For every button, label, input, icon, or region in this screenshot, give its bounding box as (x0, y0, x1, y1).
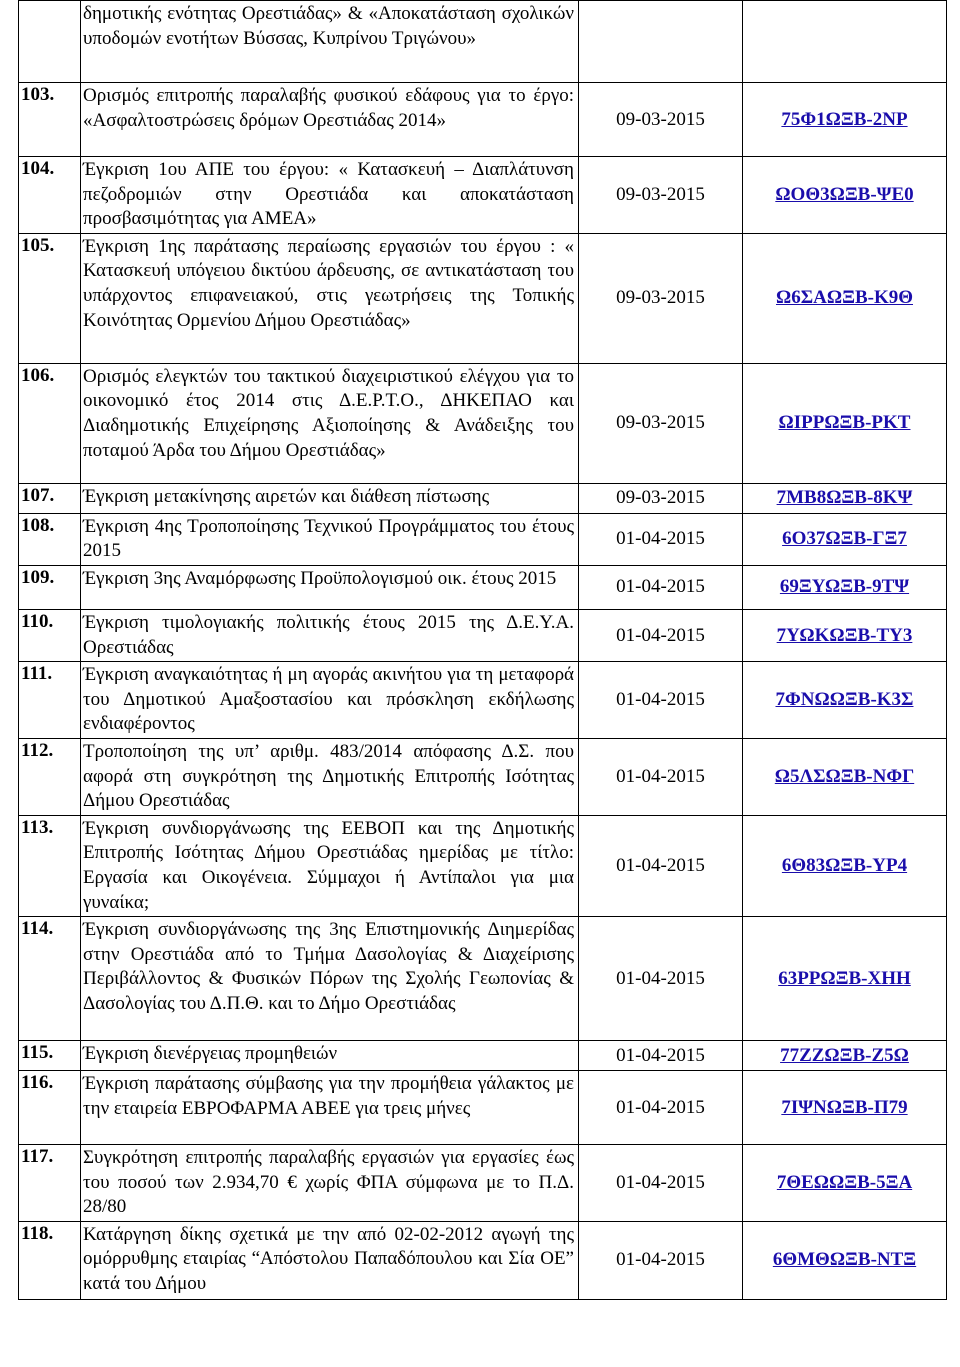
ada-code-link[interactable]: 6Θ83ΩΞΒ-ΥΡ4 (781, 854, 908, 876)
item-number: 117. (19, 1145, 81, 1222)
item-number: 116. (19, 1071, 81, 1145)
ada-code-link[interactable]: Ω6ΣΑΩΞΒ-Κ9Θ (776, 287, 913, 309)
item-ada-code (743, 483, 947, 513)
table-row (19, 565, 947, 609)
ada-code-link[interactable]: Ω5ΛΣΩΞΒ-ΝΦΓ (774, 765, 915, 787)
item-ada-code (743, 565, 947, 609)
item-number: 114. (19, 917, 81, 1041)
table-row (19, 157, 947, 234)
ada-code-link[interactable]: ΩΙΡΡΩΞΒ-ΡΚΤ (778, 412, 911, 434)
item-description: Κατάργηση δίκης σχετικά με την από 02-02-2012 αγωγή της ομόρρυθμης εταιρίας “Απόστολου Παπαδόπουλου και Σία ΟΕ” κατά του Δήμου (81, 1221, 579, 1299)
ada-code-link[interactable]: 7ΜΒ8ΩΞΒ-8ΚΨ (776, 487, 913, 509)
item-date: 01-04-2015 (579, 815, 743, 916)
item-date: 01-04-2015 (579, 565, 743, 609)
table-row (19, 1041, 947, 1071)
ada-code-link[interactable]: 6ΘΜΘΩΞΒ-ΝΤΞ (772, 1249, 917, 1271)
table-row (19, 1071, 947, 1145)
item-date: 01-04-2015 (579, 1041, 743, 1071)
item-description: Συγκρότηση επιτροπής παραλαβής εργασιών για εργασίες έως του ποσού των 2.934,70 € χωρίς ΦΠΑ σύμφωνα με το Π.Δ. 28/80 (81, 1145, 579, 1222)
item-description: Τροποποίηση της υπ’ αριθμ. 483/2014 απόφασης Δ.Σ. που αφορά στη συγκρότηση της Δημοτικής Επιτροπής Ισότητας Δήμου Ορεστιάδας (81, 738, 579, 815)
table-row (19, 1145, 947, 1222)
item-number (19, 1, 81, 83)
item-description: Ορισμός ελεγκτών του τακτικού διαχειριστικού ελέγχου για το οικονομικό έτος 2014 στις Δ.Ε.Ρ.Τ.Ο., ΔΗΚΕΠΑΟ και Διαδημοτικής Επιχείρησης Αξιοποίησης & Ανάδειξης του ποταμού Άρδα του Δήμου Ορεστιάδας» (81, 363, 579, 483)
item-number: 108. (19, 513, 81, 565)
table-row (19, 513, 947, 565)
item-ada-code (743, 662, 947, 739)
item-ada-code (743, 609, 947, 661)
ada-code-link[interactable]: 7ΥΩΚΩΞΒ-ΤΥ3 (776, 624, 913, 646)
item-date: 01-04-2015 (579, 1071, 743, 1145)
item-ada-code (743, 83, 947, 157)
item-number: 103. (19, 83, 81, 157)
item-number: 118. (19, 1221, 81, 1299)
item-ada-code (743, 363, 947, 483)
table-row (19, 738, 947, 815)
table-row (19, 233, 947, 363)
item-number: 104. (19, 157, 81, 234)
item-date: 01-04-2015 (579, 738, 743, 815)
item-date: 09-03-2015 (579, 83, 743, 157)
item-ada-code (743, 1, 947, 83)
item-ada-code (743, 917, 947, 1041)
decisions-table (18, 0, 947, 1300)
item-number: 112. (19, 738, 81, 815)
item-number: 107. (19, 483, 81, 513)
ada-code-link[interactable]: 63ΡΡΩΞΒ-ΧΗΗ (778, 967, 911, 989)
table-row (19, 609, 947, 661)
ada-code-link[interactable]: 7ΦΝΩΩΞΒ-Κ3Σ (775, 689, 914, 711)
item-description: Έγκριση συνδιοργάνωσης της 3ης Επιστημονικής Διημερίδας στην Ορεστιάδα από το Τμήμα Δασολογίας & Διαχείρισης Περιβάλλοντος & Φυσικών Πόρων της Σχολής Γεωπονίας & Δασολογίας του Δ.Π.Θ. και το Δήμο Ορεστιάδας (81, 917, 579, 1041)
item-description: Έγκριση 1ου ΑΠΕ του έργου: « Κατασκευή – Διαπλάτυνση πεζοδρομιών στην Ορεστιάδα και αποκατάσταση προσβασιμότητας για ΑΜΕΑ» (81, 157, 579, 234)
item-date: 01-04-2015 (579, 662, 743, 739)
item-description: Έγκριση 4ης Τροποποίησης Τεχνικού Προγράμματος του έτους 2015 (81, 513, 579, 565)
item-ada-code (743, 513, 947, 565)
item-ada-code (743, 815, 947, 916)
item-description: Έγκριση 3ης Αναμόρφωσης Προϋπολογισμού οικ. έτους 2015 (81, 565, 579, 609)
item-ada-code (743, 233, 947, 363)
table-row (19, 483, 947, 513)
item-number: 105. (19, 233, 81, 363)
item-date: 09-03-2015 (579, 157, 743, 234)
ada-code-link[interactable]: 7ΘΕΩΩΞΒ-5ΞΑ (776, 1171, 913, 1193)
item-description: Έγκριση διενέργειας προμηθειών (81, 1041, 579, 1071)
ada-code-link[interactable]: 6Ο37ΩΞΒ-ΓΞ7 (782, 528, 907, 550)
item-ada-code (743, 157, 947, 234)
decisions-table-body (19, 1, 947, 1300)
item-description: Έγκριση μετακίνησης αιρετών και διάθεση πίστωσης (81, 483, 579, 513)
ada-code-link[interactable]: ΩΟΘ3ΩΞΒ-ΨΕ0 (775, 183, 914, 205)
item-number: 110. (19, 609, 81, 661)
item-number: 113. (19, 815, 81, 916)
item-date (579, 1, 743, 83)
ada-code-link[interactable]: 69ΞΥΩΞΒ-9ΤΨ (779, 576, 910, 598)
item-date: 09-03-2015 (579, 363, 743, 483)
item-description: Έγκριση τιμολογιακής πολιτικής έτους 2015 της Δ.Ε.Υ.Α. Ορεστιάδας (81, 609, 579, 661)
item-ada-code (743, 1071, 947, 1145)
item-date: 09-03-2015 (579, 483, 743, 513)
item-ada-code (743, 1145, 947, 1222)
item-date: 01-04-2015 (579, 1221, 743, 1299)
item-description: Έγκριση 1ης παράτασης περαίωσης εργασιών του έργου : « Κατασκευή υπόγειου δικτύου άρδευσης, σε αντικατάσταση του υπάρχοντος επιφανειακού, στις γεωτρήσεις της Τοπικής Κοινότητας Ορμενίου Δήμου Ορεστιάδας» (81, 233, 579, 363)
table-row (19, 1, 947, 83)
item-date: 01-04-2015 (579, 1145, 743, 1222)
table-row (19, 815, 947, 916)
item-number: 106. (19, 363, 81, 483)
item-description: Ορισμός επιτροπής παραλαβής φυσικού εδάφους για το έργο: «Ασφαλτοστρώσεις δρόμων Ορεστιάδας 2014» (81, 83, 579, 157)
ada-code-link[interactable]: 75Φ1ΩΞΒ-2ΝΡ (781, 108, 908, 130)
item-date: 01-04-2015 (579, 609, 743, 661)
table-row (19, 363, 947, 483)
item-date: 01-04-2015 (579, 917, 743, 1041)
table-row (19, 1221, 947, 1299)
item-number: 111. (19, 662, 81, 739)
item-ada-code (743, 738, 947, 815)
item-date: 01-04-2015 (579, 513, 743, 565)
item-date: 09-03-2015 (579, 233, 743, 363)
item-description: δημοτικής ενότητας Ορεστιάδας» & «Αποκατάσταση σχολικών υποδομών ενοτήτων Βύσσας, Κυπρίνου Τριγώνου» (81, 1, 579, 83)
item-description: Έγκριση παράτασης σύμβασης για την προμήθεια γάλακτος με την εταιρεία ΕΒΡΟΦΑΡΜΑ ΑΒΕΕ για τρεις μήνες (81, 1071, 579, 1145)
item-description: Έγκριση αναγκαιότητας ή μη αγοράς ακινήτου για τη μεταφορά του Δημοτικού Αμαξοστασίου και πρόσκληση εκδήλωσης ενδιαφέροντος (81, 662, 579, 739)
ada-code-link[interactable]: 7ΙΨΝΩΞΒ-Π79 (781, 1096, 908, 1118)
item-ada-code (743, 1221, 947, 1299)
item-number: 109. (19, 565, 81, 609)
table-row (19, 662, 947, 739)
item-description: Έγκριση συνδιοργάνωσης της ΕΕΒΟΠ και της Δημοτικής Επιτροπής Ισότητας Δήμου Ορεστιάδας ημερίδας με τίτλο: Εργασία και Οικογένεια. Σύμμαχοι ή Αντίπαλοι για μια γυναίκα; (81, 815, 579, 916)
table-row (19, 83, 947, 157)
item-number: 115. (19, 1041, 81, 1071)
ada-code-link[interactable]: 77ΖΖΩΞΒ-Ζ5Ω (780, 1044, 909, 1066)
table-row (19, 917, 947, 1041)
item-ada-code (743, 1041, 947, 1071)
